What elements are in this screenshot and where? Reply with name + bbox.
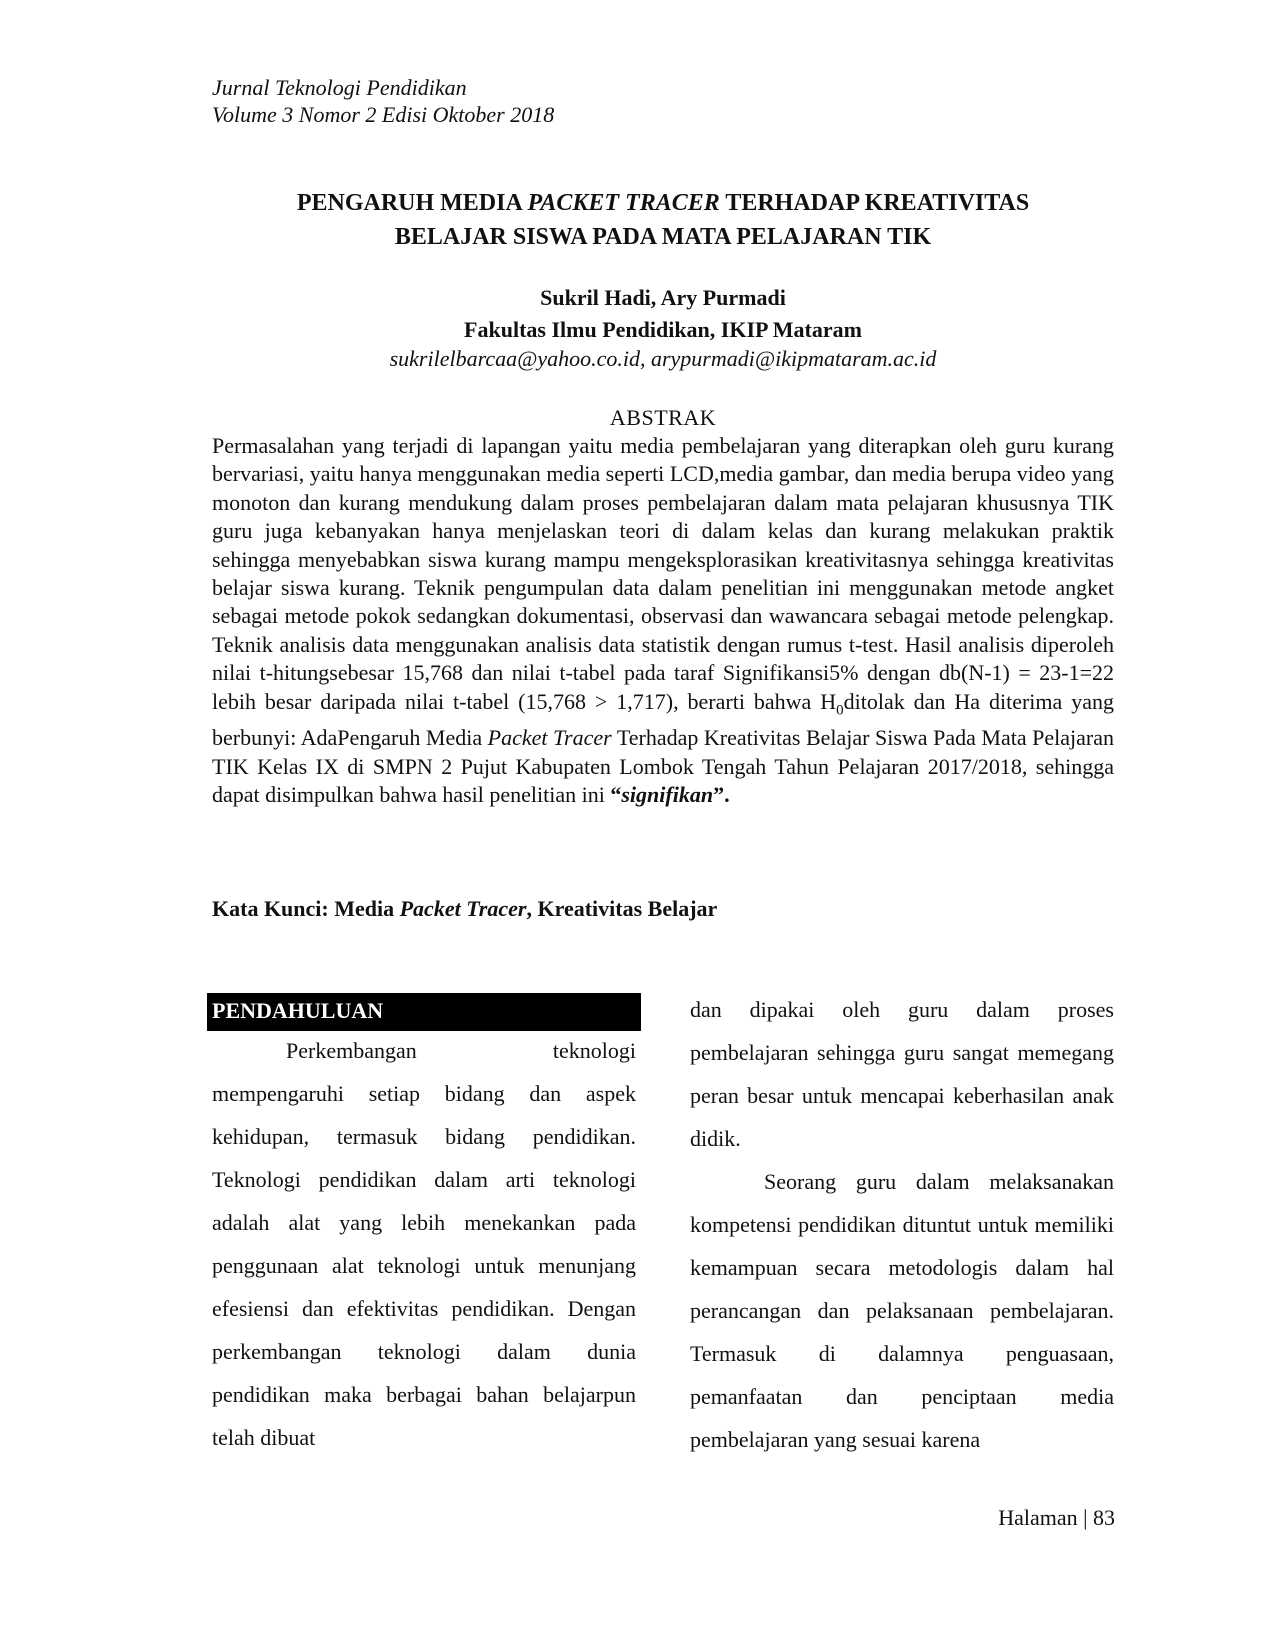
- right-column: [690, 988, 1114, 1461]
- left-column: [212, 1029, 636, 1459]
- abstract-quote-open: “: [610, 782, 622, 808]
- abstract-italic-term: Packet Tracer: [487, 725, 612, 751]
- abstract-text-1: Permasalahan yang terjadi di lapangan yaitu media pembelajaran yang diterapkan oleh guru kurang bervariasi, yaitu hanya menggunakan media seperti LCD,media gambar, dan media berupa video yang monoton dan kurang mendukung dalam proses pembelajaran dalam mata pelajaran khususnya TIK guru juga kebanyakan hanya menjelaskan teori di dalam kelas dan kurang melakukan praktik sehingga menyebabkan siswa kurang mampu mengeksplorasikan kreativitasnya sehingga kreativitas belajar siswa kurang. Teknik pengumpulan data dalam penelitian ini menggunakan metode angket sebagai metode pokok sedangkan dokumentasi, observasi dan wawancara sebagai metode pelengkap. Teknik analisis data menggunakan analisis data statistik dengan rumus t-test. Hasil analisis diperoleh nilai t-hitungsebesar 15,768 dan nilai t-tabel pada taraf Signifikansi5% dengan db(N-1) = 23-1=22 lebih besar daripada nilai t-tabel (15,768 > 1,717), berarti bahwa H: [212, 433, 1114, 714]
- abstract-quote-close: ”.: [713, 782, 730, 808]
- abstract-text-2: ditolak dan Ha diterima yang berbunyi: AdaPengaruh Media: [212, 688, 1115, 751]
- journal-name: Jurnal Teknologi Pendidikan: [212, 75, 467, 100]
- abstract-heading: ABSTRAK: [609, 405, 717, 430]
- abstract-subscript: 0: [836, 702, 844, 719]
- title-line-2: BELAJAR SISWA PADA MATA PELAJARAN TIK: [394, 224, 932, 250]
- section-heading: PENDAHULUAN: [207, 993, 641, 1031]
- right-paragraph-1: dan dipakai oleh guru dalam proses pembelajaran sehingga guru sangat memegang peran besar untuk mencapai keberhasilan anak didik.: [690, 997, 1114, 1151]
- author-emails: sukrilelbarcaa@yahoo.co.id, arypurmadi@ikipmataram.ac.id: [389, 346, 937, 371]
- title-part-1: PENGARUH MEDIA: [296, 190, 528, 216]
- footer-label: Halaman: [998, 1505, 1078, 1530]
- keywords: [212, 895, 1114, 923]
- abstract-emphasis: signifikan: [621, 782, 714, 808]
- paper-title: [212, 186, 1114, 254]
- title-part-2: TERHADAP KREATIVITAS: [719, 190, 1030, 216]
- keywords-rest: , Kreativitas Belajar: [526, 896, 718, 921]
- keywords-label: Kata Kunci: Media: [212, 896, 400, 921]
- title-line-1: [212, 186, 1114, 220]
- page-number: 83: [1093, 1505, 1115, 1530]
- author-block: [212, 282, 1114, 372]
- journal-issue: Volume 3 Nomor 2 Edisi Oktober 2018: [212, 102, 555, 127]
- abstract-text-3: Terhadap Kreativitas Belajar Siswa Pada Mata Pelajaran TIK Kelas IX di SMPN 2 Pujut Kabupaten Lombok Tengah Tahun Pelajaran 2017/2018, sehingga dapat disimpulkan bahwa hasil penelitian ini: [212, 725, 1114, 808]
- journal-header: [212, 74, 554, 128]
- page-footer: [998, 1504, 1115, 1532]
- title-italic-term: PACKET TRACER: [527, 190, 720, 216]
- right-paragraph-2: Seorang guru dalam melaksanakan kompetensi pendidikan dituntut untuk memiliki kemampuan secara metodologis dalam hal perancangan dan pelaksanaan pembelajaran. Termasuk di dalamnya penguasaan, pemanfaatan dan penciptaan media pembelajaran yang sesuai karena: [690, 1169, 1114, 1452]
- keywords-italic: Packet Tracer: [399, 896, 527, 921]
- footer-separator: |: [1077, 1505, 1093, 1530]
- author-names: Sukril Hadi, Ary Purmadi: [540, 285, 786, 310]
- author-affiliation: Fakultas Ilmu Pendidikan, IKIP Mataram: [464, 317, 862, 342]
- left-paragraph: Perkembangan teknologi mempengaruhi setiap bidang dan aspek kehidupan, termasuk bidang pendidikan. Teknologi pendidikan dalam arti teknologi adalah alat yang lebih menekankan pada penggunaan alat teknologi untuk menunjang efesiensi dan efektivitas pendidikan. Dengan perkembangan teknologi dalam dunia pendidikan maka berbagai bahan belajarpun telah dibuat: [212, 1038, 636, 1450]
- abstract-body: [212, 432, 1114, 810]
